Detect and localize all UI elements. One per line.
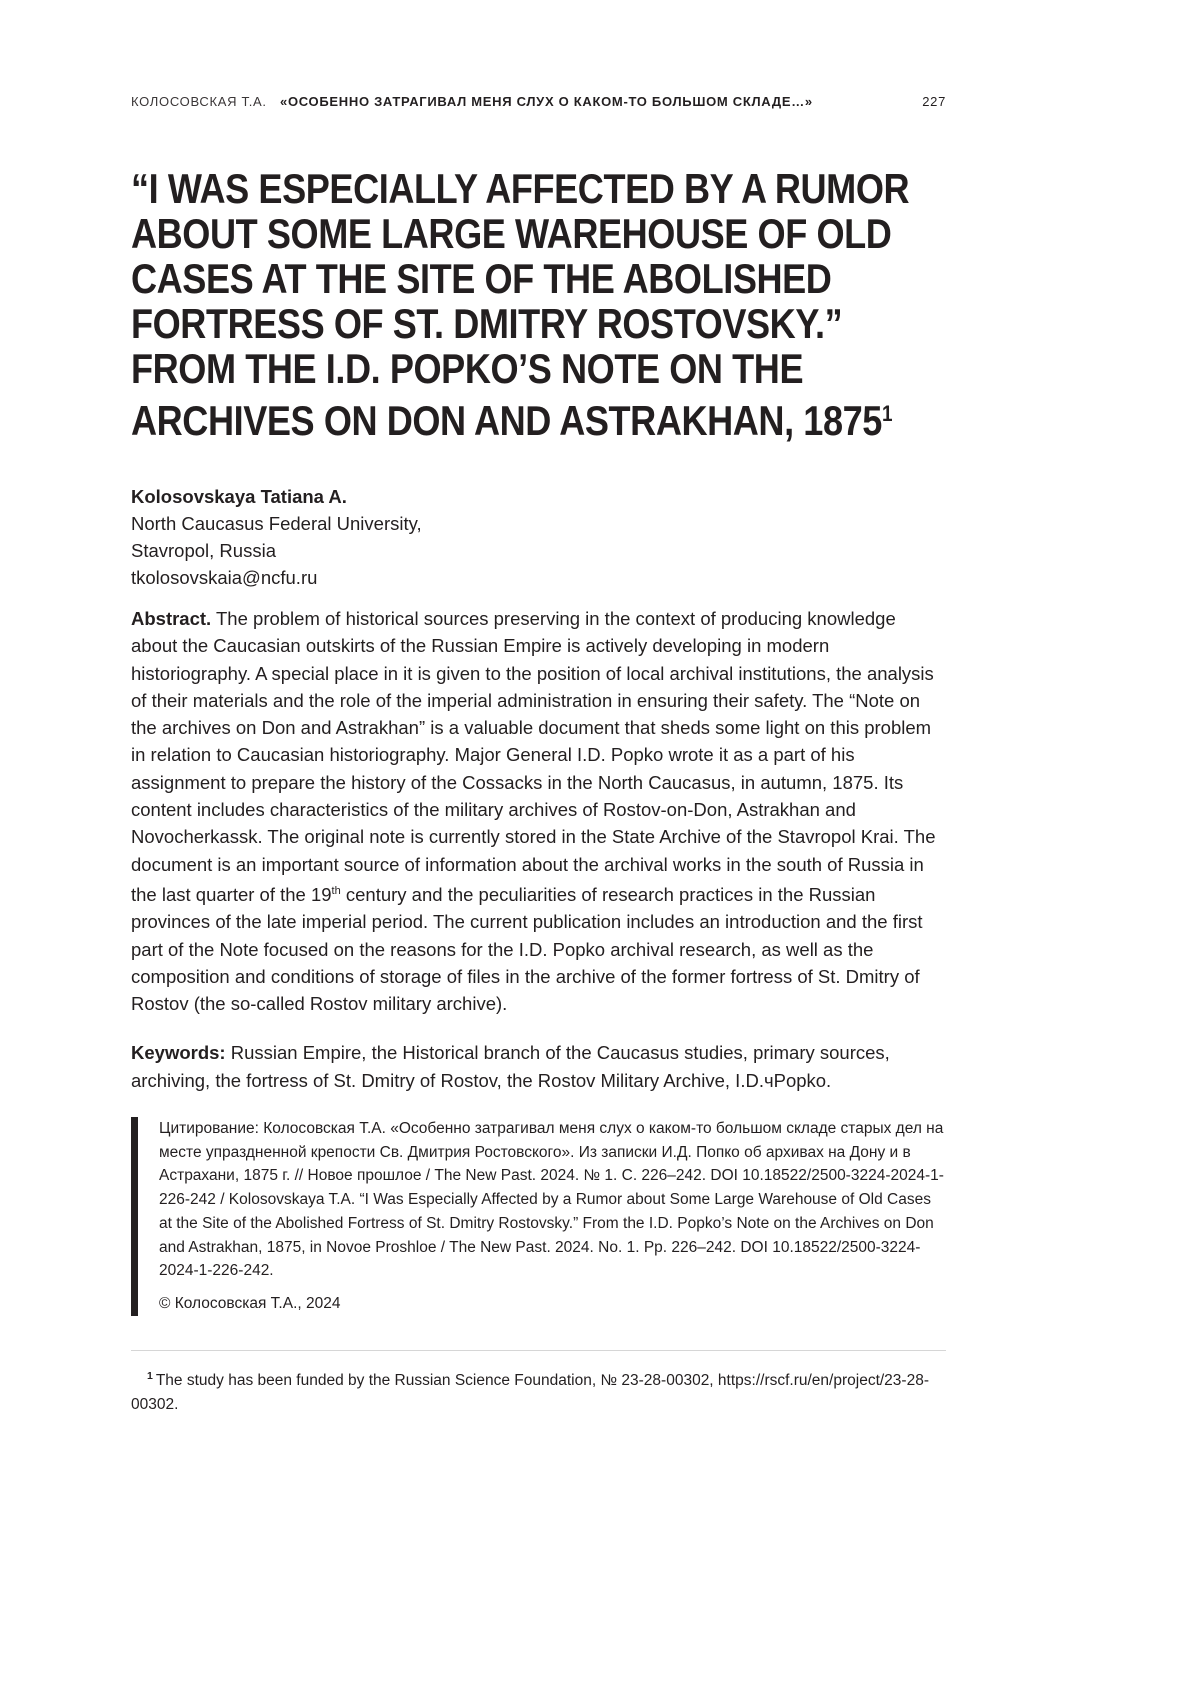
running-header-title: «ОСОБЕННО ЗАТРАГИВАЛ МЕНЯ СЛУХ О КАКОМ-ТО БОЛЬШОМ СКЛАДЕ…» (280, 94, 813, 109)
running-header-author: КОЛОСОВСКАЯ Т.А. (131, 94, 267, 109)
title-line-text: ARCHIVES ON DON AND ASTRAKHAN, 1875 (131, 397, 882, 444)
author-block (131, 483, 946, 591)
footnote (131, 1364, 946, 1417)
title-line: CASES AT THE SITE OF THE ABOLISHED (131, 255, 832, 302)
keywords-label: Keywords: (131, 1042, 226, 1064)
abstract-label: Abstract. (131, 608, 212, 629)
keywords-text: Russian Empire, the Historical branch of the Caucasus studies, primary sources, archiving, the fortress of St. Dmitry of Rostov, the Rostov Military Archive, I.D.чPopko. (131, 1042, 890, 1091)
title-line: FROM THE I.D. POPKO’S NOTE ON THE (131, 345, 804, 392)
citation-copyright: © Колосовская Т.А., 2024 (159, 1294, 341, 1312)
title-line: ABOUT SOME LARGE WAREHOUSE OF OLD (131, 210, 892, 257)
title-line (131, 391, 893, 444)
author-email: tkolosovskaia@ncfu.ru (131, 567, 318, 588)
running-header-text (131, 94, 813, 109)
running-header (131, 94, 946, 109)
citation-text: Цитирование: Колосовская Т.А. «Особенно затрагивал меня слух о каком-то большом складе старых дел на месте упраздненной крепости Св. Дмитрия Ростовского». Из записки И.Д. Попко об архивах на Дону и в Астрахани, 1875 г. // Новое прошлое / The New Past. 2024. № 1. С. 226–242. DOI 10.18522/2500-3224-2024-1-226-242 / Kolosovskaya T.A. “I Was Especially Affected by a Rumor about Some Large Warehouse of Old Cases at the Site of the Abolished Fortress of St. Dmitry Rostovsky.” From the I.D. Popko’s Note on the Archives on Don and Astrakhan, 1875, in Novoe Proshloe / The New Past. 2024. No. 1. Pp. 226–242. DOI 10.18522/2500-3224-2024-1-226-242. (159, 1120, 944, 1280)
abstract (131, 605, 946, 1017)
ordinal-superscript: th (331, 884, 341, 897)
footnote-text: The study has been funded by the Russian Science Foundation, № 23-28-00302, https://rscf.ru/en/project/23-28-00302. (131, 1371, 929, 1413)
keywords (131, 1039, 946, 1094)
author-affiliation: North Caucasus Federal University, (131, 513, 422, 534)
title-line: FORTRESS OF ST. DMITRY ROSTOVSKY.” (131, 300, 843, 347)
footnote-section (131, 1350, 946, 1417)
article-title (131, 165, 910, 444)
citation-block (131, 1117, 946, 1316)
title-footnote-marker: 1 (881, 401, 893, 426)
abstract-text-1: The problem of historical sources preserving in the context of producing knowledge about the Caucasian outskirts of the Russian Empire is actively developing in modern historiography. A special place in it is given to the position of local archival institutions, the analysis of their materials and the role of the imperial administration in ensuring their safety. The “Note on the archives on Don and Astrakhan” is a valuable document that sheds some light on this problem in relation to Caucasian historiography. Major General I.D. Popko wrote it as a part of his assignment to prepare the history of the Cossacks in the North Caucasus, in autumn, 1875. Its content includes characteristics of the military archives of Rostov-on-Don, Astrakhan and Novocherkassk. The original note is currently stored in the State Archive of the Stavropol Krai. The document is an important source of information about the archival works in the south of Russia in the last quarter of the 19 (131, 608, 936, 905)
author-name: Kolosovskaya Tatiana A. (131, 486, 347, 507)
author-city: Stavropol, Russia (131, 540, 276, 561)
abstract-text-2: century and the peculiarities of research practices in the Russian provinces of the late imperial period. The current publication includes an introduction and the first part of the Note focused on the reasons for the I.D. Popko archival research, as well as the composition and conditions of storage of files in the archive of the former fortress of St. Dmitry of Rostov (the so-called Rostov military archive). (131, 883, 923, 1015)
footnote-marker: 1 (147, 1369, 153, 1382)
page-number: 227 (922, 94, 946, 109)
title-line: “I WAS ESPECIALLY AFFECTED BY A RUMOR (131, 165, 910, 212)
